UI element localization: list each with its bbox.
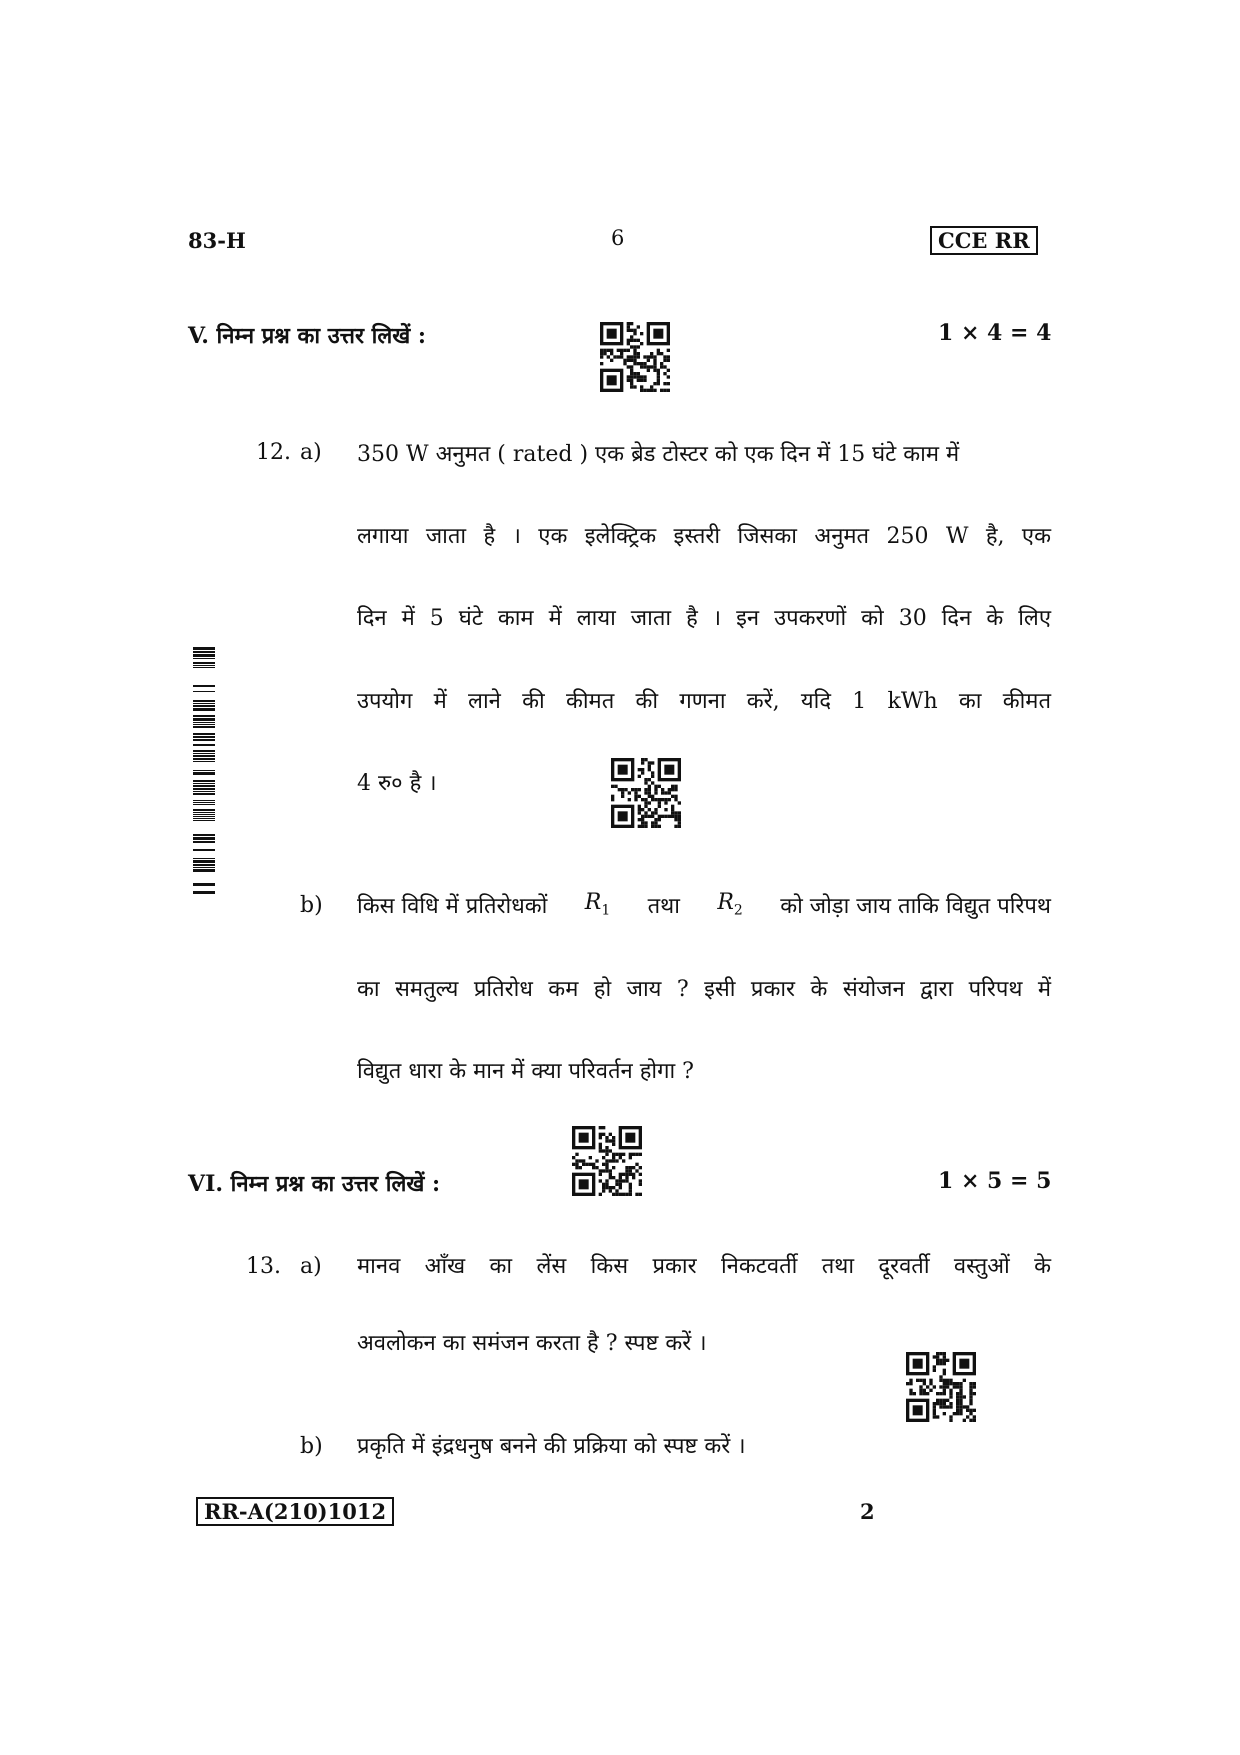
question-number-12: 12. bbox=[256, 440, 291, 465]
barcode bbox=[193, 645, 215, 895]
question-text-line: लगाया जाता है । एक इलेक्ट्रिक इस्तरी जिसका अनुमत 250 W है, एक bbox=[357, 524, 1051, 549]
question-number-13: 13. bbox=[246, 1254, 281, 1279]
footer-code: RR-A(210)1012 bbox=[196, 1497, 394, 1526]
question-text-line: का समतुल्य प्रतिरोध कम हो जाय ? इसी प्रकार के संयोजन द्वारा परिपथ में bbox=[357, 977, 1051, 1002]
qr-code bbox=[906, 1352, 976, 1422]
qr-code bbox=[572, 1126, 642, 1196]
question-text-line: 350 W अनुमत ( rated ) एक ब्रेड टोस्टर को एक दिन में 15 घंटे काम में bbox=[357, 442, 960, 467]
question-part-label: a) bbox=[300, 1254, 322, 1279]
section-vi-marks: 1 × 5 = 5 bbox=[938, 1168, 1052, 1194]
question-text-line: प्रकृति में इंद्रधनुष बनने की प्रक्रिया को स्पष्ट करें । bbox=[357, 1434, 746, 1459]
qr-code bbox=[611, 758, 681, 828]
question-text-line: अवलोकन का समंजन करता है ? स्पष्ट करें । bbox=[357, 1331, 707, 1356]
exam-badge: CCE RR bbox=[930, 226, 1038, 255]
question-text-line: किस विधि में प्रतिरोधकों $R_1$ तथा $R_2$ को जोड़ा जाय ताकि विद्युत परिपथ bbox=[357, 890, 1051, 919]
question-part-label: a) bbox=[300, 440, 322, 465]
question-text-line: 4 रु० है । bbox=[357, 771, 437, 796]
page-number: 6 bbox=[611, 226, 625, 250]
qr-code bbox=[600, 322, 670, 392]
question-text-line: दिन में 5 घंटे काम में लाया जाता है । इन उपकरणों को 30 दिन के लिए bbox=[357, 606, 1051, 631]
question-part-label: b) bbox=[300, 1434, 323, 1459]
sheet-number: 2 bbox=[860, 1499, 875, 1524]
question-text-line: उपयोग में लाने की कीमत की गणना करें, यदि 1 kWh का कीमत bbox=[357, 689, 1051, 714]
section-v-title: V. निम्न प्रश्न का उत्तर लिखें : bbox=[188, 323, 427, 349]
question-part-label: b) bbox=[300, 893, 323, 918]
question-text-line: विद्युत धारा के मान में क्या परिवर्तन होगा ? bbox=[357, 1059, 694, 1084]
paper-code: 83-H bbox=[188, 228, 246, 253]
section-v-marks: 1 × 4 = 4 bbox=[938, 320, 1052, 346]
question-text-line: मानव आँख का लेंस किस प्रकार निकटवर्ती तथा दूरवर्ती वस्तुओं के bbox=[357, 1254, 1051, 1279]
section-vi-title: VI. निम्न प्रश्न का उत्तर लिखें : bbox=[188, 1171, 441, 1197]
